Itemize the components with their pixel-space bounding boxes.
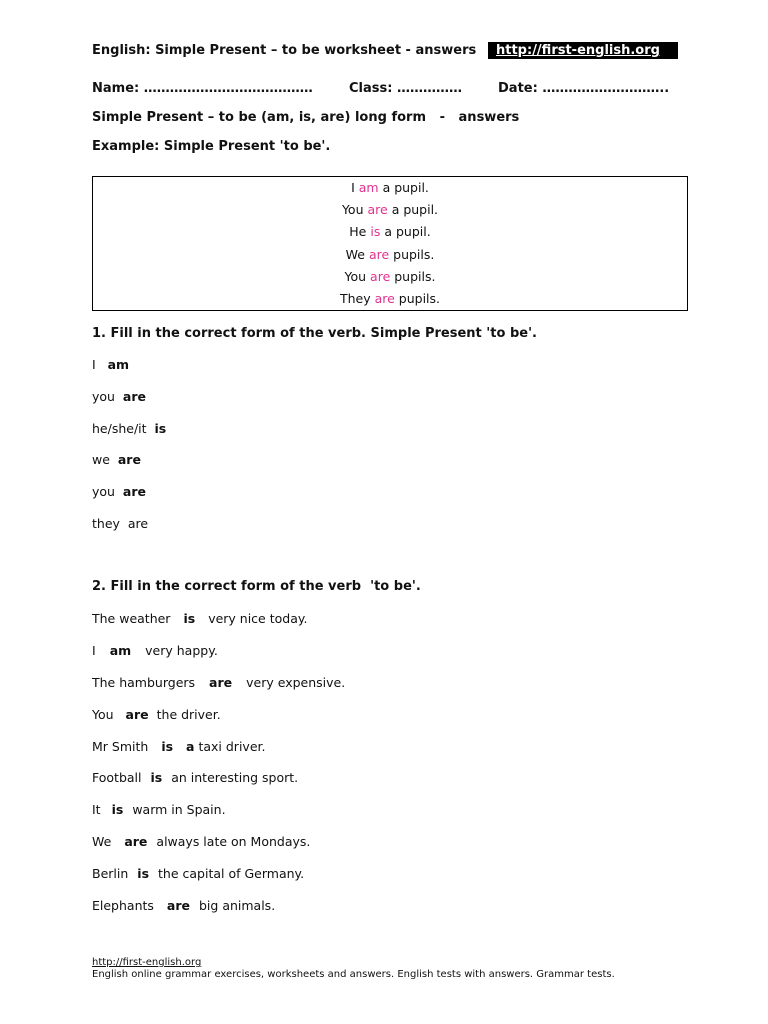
pronoun: you	[92, 484, 115, 499]
answer: are	[166, 898, 190, 913]
name-field: Name: …………………………………	[92, 81, 313, 96]
sentence-start: Football	[92, 770, 142, 785]
exercise2-item	[92, 866, 304, 881]
exercise2-item	[92, 611, 307, 626]
example-rest: pupils.	[394, 269, 436, 284]
sentence-start: The hamburgers	[92, 675, 196, 690]
sentence-end: very expensive.	[246, 675, 346, 690]
sentence-start: I	[92, 643, 96, 658]
sentence-start: Berlin	[92, 866, 129, 881]
example-rest: a pupil.	[391, 202, 439, 217]
sentence-start: It	[92, 802, 101, 817]
pronoun: he/she/it	[92, 421, 147, 436]
exercise2-item	[92, 675, 345, 690]
example-line	[93, 202, 687, 217]
pronoun: they	[92, 516, 120, 531]
exercise1-item	[92, 421, 166, 436]
example-subject: We	[345, 247, 365, 262]
answer: are	[122, 484, 146, 499]
example-subject: You	[344, 269, 367, 284]
exercise1-item	[92, 484, 146, 499]
sentence-end: the driver.	[156, 707, 221, 722]
answer: are	[122, 389, 146, 404]
sentence-end: an interesting sport.	[171, 770, 299, 785]
footer-text: English online grammar exercises, worksheets and answers. English tests with answers. Grammar tests.	[92, 969, 615, 980]
example-subject: He	[349, 224, 367, 239]
exercise2-item	[92, 739, 265, 754]
example-line	[93, 180, 687, 195]
answer: are	[209, 675, 233, 690]
sentence-start: Elephants	[92, 898, 154, 913]
sentence-start: We	[92, 834, 112, 849]
example-verb: are	[367, 202, 388, 217]
example-verb: is	[370, 224, 381, 239]
example-verb: are	[368, 247, 390, 262]
exercise2-item	[92, 770, 298, 785]
example-verb: are	[370, 269, 391, 284]
sentence-end: always late on Mondays.	[156, 834, 311, 849]
example-line	[93, 224, 687, 239]
worksheet-title: English: Simple Present – to be worksheet - answers	[92, 43, 477, 58]
answer: is	[137, 866, 150, 881]
example-line	[93, 269, 687, 284]
exercise1-item	[92, 452, 141, 467]
example-subject: You	[341, 202, 364, 217]
answer: is	[161, 739, 174, 754]
sentence-end: warm in Spain.	[132, 802, 226, 817]
answer-article: a	[186, 739, 195, 754]
sentence-start: Mr Smith	[92, 739, 149, 754]
exercise1-item	[92, 516, 148, 531]
example-rest: a pupil.	[382, 180, 429, 195]
answer: is	[150, 770, 163, 785]
sentence-start: The weather	[92, 611, 171, 626]
pronoun: you	[92, 389, 115, 404]
exercise2-item	[92, 643, 218, 658]
answer: is	[111, 802, 124, 817]
exercise2-item	[92, 802, 226, 817]
sentence-end: taxi driver.	[198, 739, 266, 754]
answer: is	[154, 421, 167, 436]
exercise1-item	[92, 389, 146, 404]
example-rest: a pupil.	[384, 224, 431, 239]
exercise2-heading: 2. Fill in the correct form of the verb 'to be'.	[92, 579, 421, 594]
example-subject: I	[351, 180, 355, 195]
date-field: Date: ………………………..	[498, 81, 670, 96]
example-rest: pupils.	[398, 291, 441, 306]
exercise2-item	[92, 834, 310, 849]
answer: are	[125, 707, 149, 722]
sentence-end: big animals.	[199, 898, 276, 913]
answer: am	[109, 643, 132, 658]
example-verb: am	[358, 180, 379, 195]
example-line	[93, 291, 687, 306]
example-subject: They	[339, 291, 371, 306]
example-box	[92, 176, 688, 311]
header-url-link[interactable]	[488, 42, 678, 59]
exercise2-item	[92, 707, 221, 722]
sentence-end: very nice today.	[208, 611, 308, 626]
pronoun: I	[92, 357, 96, 372]
exercise1-item	[92, 357, 129, 372]
exercise1-heading: 1. Fill in the correct form of the verb. Simple Present 'to be'.	[92, 326, 537, 341]
answer: are	[124, 834, 148, 849]
answer: is	[183, 611, 196, 626]
example-heading: Example: Simple Present 'to be'.	[92, 139, 331, 154]
header-url-text[interactable]: http://first-english.org	[496, 43, 660, 58]
answer: are	[117, 452, 141, 467]
sentence-start: You	[92, 707, 114, 722]
example-line	[93, 247, 687, 262]
class-field: Class: ……………	[349, 81, 462, 96]
example-rest: pupils.	[393, 247, 435, 262]
subtitle: Simple Present – to be (am, is, are) long form - answers	[92, 110, 520, 125]
sentence-end: the capital of Germany.	[158, 866, 305, 881]
footer-link[interactable]: http://first-english.org	[92, 957, 202, 968]
exercise2-item	[92, 898, 275, 913]
example-verb: are	[374, 291, 395, 306]
sentence-end: very happy.	[145, 643, 218, 658]
pronoun: we	[92, 452, 110, 467]
answer: am	[107, 357, 130, 372]
answer: are	[127, 516, 149, 531]
